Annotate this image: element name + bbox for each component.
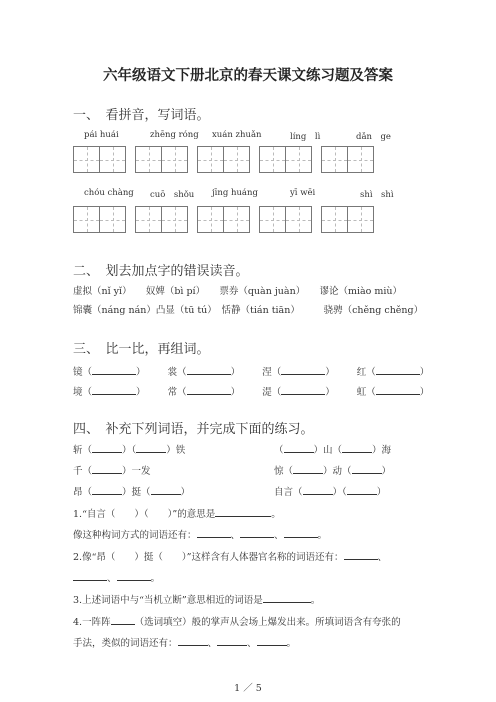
question-2b: 、 。	[73, 570, 160, 584]
question-3: 3.上述词语中与“当机立断”意思相近的词语是 。	[73, 592, 320, 606]
pinyin: zhēng róng	[150, 130, 199, 140]
pinyin: líng lì	[290, 132, 321, 142]
pinyin: dǎn ge	[356, 132, 391, 142]
pinyin: yī wēi	[290, 188, 316, 198]
section-4-heading: 四、 补充下列词语，并完成下面的练习。	[73, 422, 314, 437]
question-1b: 像这种构词方式的词语还有： 、 、 。	[73, 527, 327, 541]
question-2: 2.像“昂（ ）挺（ ）”这样含有人体器官名称的词语还有： 、	[73, 549, 387, 563]
reading-row-2: 锦囊（náng nán）凸显（tū tú） 恬静（tián tiān） 骁骋（chěng chěng）	[73, 305, 424, 316]
question-4: 4.一阵阵 （选词填空）般的掌声从会场上爆发出来。所填词语含有夸张的	[73, 614, 401, 628]
idiom-line-2b: 惊（ ）动（ ）	[274, 463, 391, 477]
char-grid-row-2[interactable]	[73, 206, 383, 233]
page-title: 六年级语文下册北京的春天课文练习题及答案	[103, 67, 393, 84]
reading-row-1: 虚拟（nǐ yǐ） 奴婢（bì pí） 票券（quàn juàn） 谬论（miào miù）	[73, 286, 403, 297]
page-number: 1 ／ 5	[234, 683, 262, 694]
section-2-heading: 二、 划去加点字的错误读音。	[73, 264, 249, 279]
idiom-line-3a: 昂（ ）挺（ ）	[73, 484, 190, 498]
question-4b: 手法，类似的词语还有： 、 、 。	[73, 635, 296, 649]
pinyin: jīng huáng	[212, 188, 258, 198]
pinyin: xuán zhuǎn	[212, 130, 262, 140]
pinyin: pái huái	[84, 130, 119, 140]
pinyin: cuō shǒu	[150, 190, 195, 200]
question-1: 1.“自言（ ）（ ）”的意思是 。	[73, 506, 281, 520]
idiom-line-1a: 斩（ ）（ ）铁	[73, 442, 185, 456]
idiom-line-3b: 自言（ ）（ ）	[274, 484, 386, 498]
pinyin: chóu chàng	[84, 188, 134, 198]
pinyin: shì shì	[360, 190, 394, 200]
char-grid-row-1[interactable]	[73, 146, 383, 173]
section-3-heading: 三、 比一比，再组词。	[73, 342, 210, 357]
section-1-heading: 一、 看拼音，写词语。	[73, 108, 210, 123]
idiom-line-2a: 千（ ）一发	[73, 463, 151, 477]
compare-row-2: 境（ ） 常（ ） 湜（ ） 虹（ ）	[73, 384, 429, 398]
compare-row-1: 镜（ ） 裳（ ） 涅（ ） 红（ ）	[73, 364, 429, 378]
idiom-line-1b: （ ）山（ ）海	[274, 442, 391, 456]
